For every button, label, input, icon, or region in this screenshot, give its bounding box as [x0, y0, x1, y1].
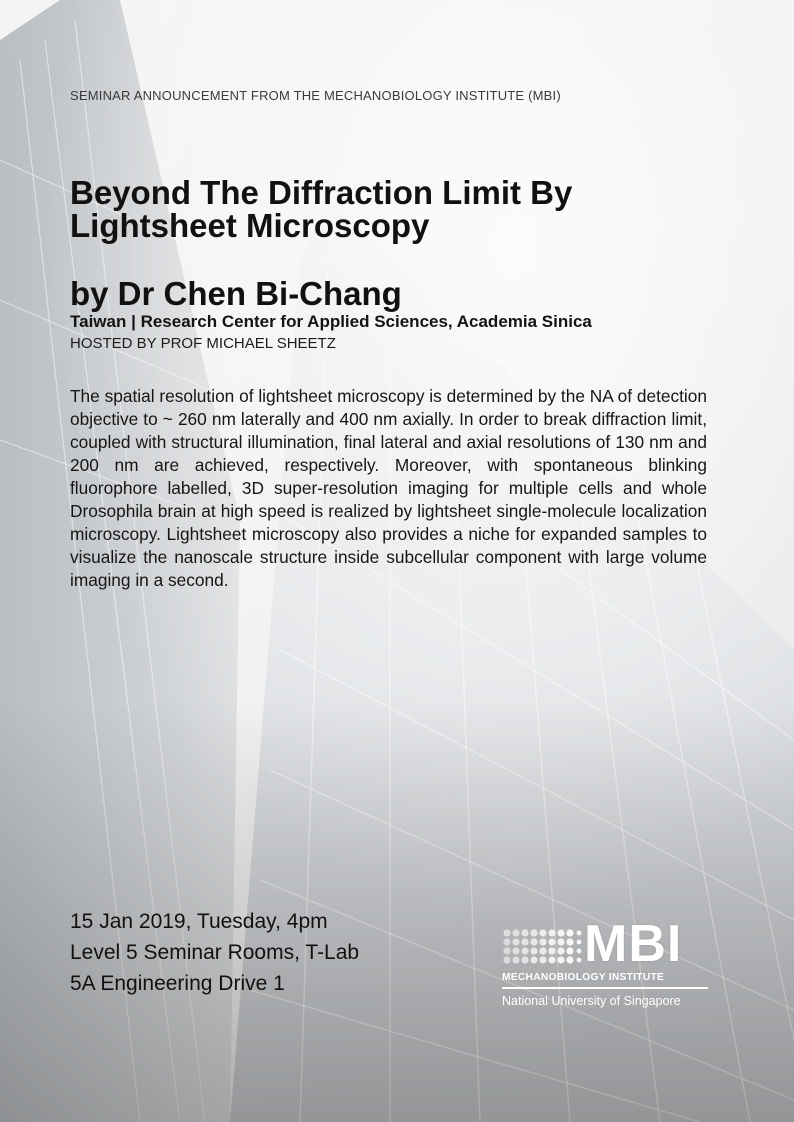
abstract-paragraph: The spatial resolution of lightsheet microscopy is determined by the NA of detection objective to ~ 260 nm laterally and 400 nm axially. In order to break diffraction limit, coupled with structural illumination, final lateral and axial resolutions of 130 nm and 200 nm are achieved, respectively. Moreover, with spontaneous blinking fluorophore labelled, 3D super-resolution imaging for multiple cells and whole Drosophila brain at high speed is realized by lightsheet single-molecule localization microscopy. Lightsheet microscopy also provides a niche for expanded samples to visualize the nanoscale structure inside subcellular component with large volume imaging in a second. [70, 386, 707, 590]
event-venue: Level 5 Seminar Rooms, T-Lab [70, 941, 360, 964]
logo-divider [502, 987, 708, 989]
seminar-title-line1: Beyond The Diffraction Limit By [70, 174, 573, 211]
announcement-label: SEMINAR ANNOUNCEMENT FROM THE MECHANOBIOLOGY INSTITUTE (MBI) [70, 88, 561, 103]
speaker-affiliation: Taiwan | Research Center for Applied Sciences, Academia Sinica [70, 312, 592, 331]
logo-dot-grid-icon [502, 928, 582, 968]
mbi-logo [502, 915, 712, 1016]
seminar-title-line2: Lightsheet Microscopy [70, 207, 430, 244]
host-line: HOSTED BY PROF MICHAEL SHEETZ [70, 335, 336, 352]
logo-university: National University of Singapore [502, 994, 681, 1008]
event-address: 5A Engineering Drive 1 [70, 972, 285, 995]
logo-wordmark: MBI [584, 915, 683, 973]
logo-subtitle: MECHANOBIOLOGY INSTITUTE [502, 972, 665, 983]
event-datetime: 15 Jan 2019, Tuesday, 4pm [70, 910, 328, 933]
speaker-name: by Dr Chen Bi-Chang [70, 275, 402, 312]
event-details [70, 906, 359, 999]
seminar-title [70, 176, 670, 242]
